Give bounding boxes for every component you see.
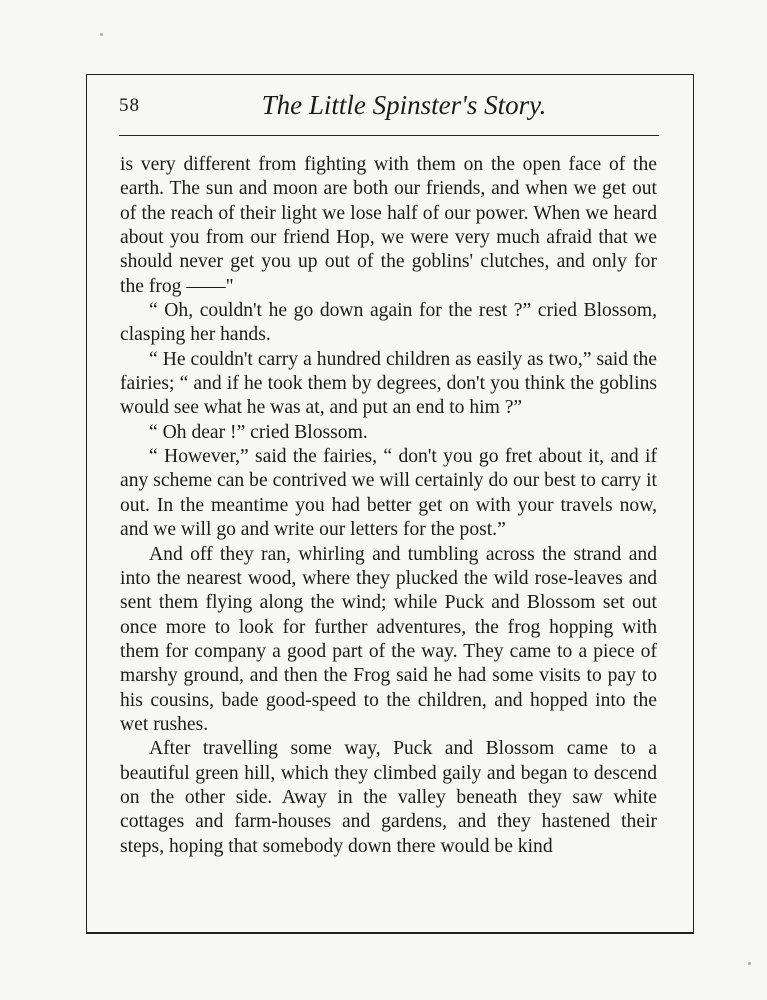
paragraph: “ Oh dear !” cried Blossom. bbox=[149, 421, 368, 443]
paper-speck bbox=[100, 33, 103, 36]
page-header bbox=[87, 75, 693, 137]
page-number: 58 bbox=[119, 95, 140, 116]
paragraph: After travelling some way, Puck and Blossom came to a beautiful green hill, which they climbed gaily and began to descend on the other side. Away in the valley beneath they saw white cottages and farm-houses and gardens, and they hastened their steps, hoping that somebody down there would be kind bbox=[120, 738, 657, 857]
header-rule bbox=[119, 135, 659, 136]
body-text bbox=[120, 153, 657, 859]
paper-speck bbox=[748, 962, 751, 965]
running-title: The Little Spinster's Story. bbox=[261, 90, 547, 120]
paragraph: “ However,” said the fairies, “ don't you go fret about it, and if any scheme can be contrived we will certainly do our best to carry it out. In the meantime you had better get on with your travels now, and we will go and write our letters for the post.” bbox=[120, 446, 657, 541]
paragraph: And off they ran, whirling and tumbling across the strand and into the nearest wood, where they plucked the wild rose-leaves and sent them flying along the wind; while Puck and Blossom set out once more to look for further adventures, the frog hopping with them for company a good part of the way. They came to a piece of marshy ground, and then the Frog said he had some visits to pay to his cousins, bade good-speed to the children, and hopped into the wet rushes. bbox=[120, 543, 657, 735]
page-frame bbox=[86, 74, 694, 934]
paragraph: “ He couldn't carry a hundred children as easily as two,” said the fairies; “ and if he took them by degrees, don't you think the goblins would see what he was at, and put an end to him ?” bbox=[120, 348, 657, 419]
paragraph: “ Oh, couldn't he go down again for the rest ?” cried Blossom, clasping her hands. bbox=[120, 300, 657, 346]
paragraph: is very different from fighting with them on the open face of the earth. The sun and moon are both our friends, and when we get out of the reach of their light we lose half of our power. When we heard about you from our friend Hop, we were very much afraid that we should never get you up out of the goblins' clutches, and only for the frog ——" bbox=[120, 154, 657, 297]
